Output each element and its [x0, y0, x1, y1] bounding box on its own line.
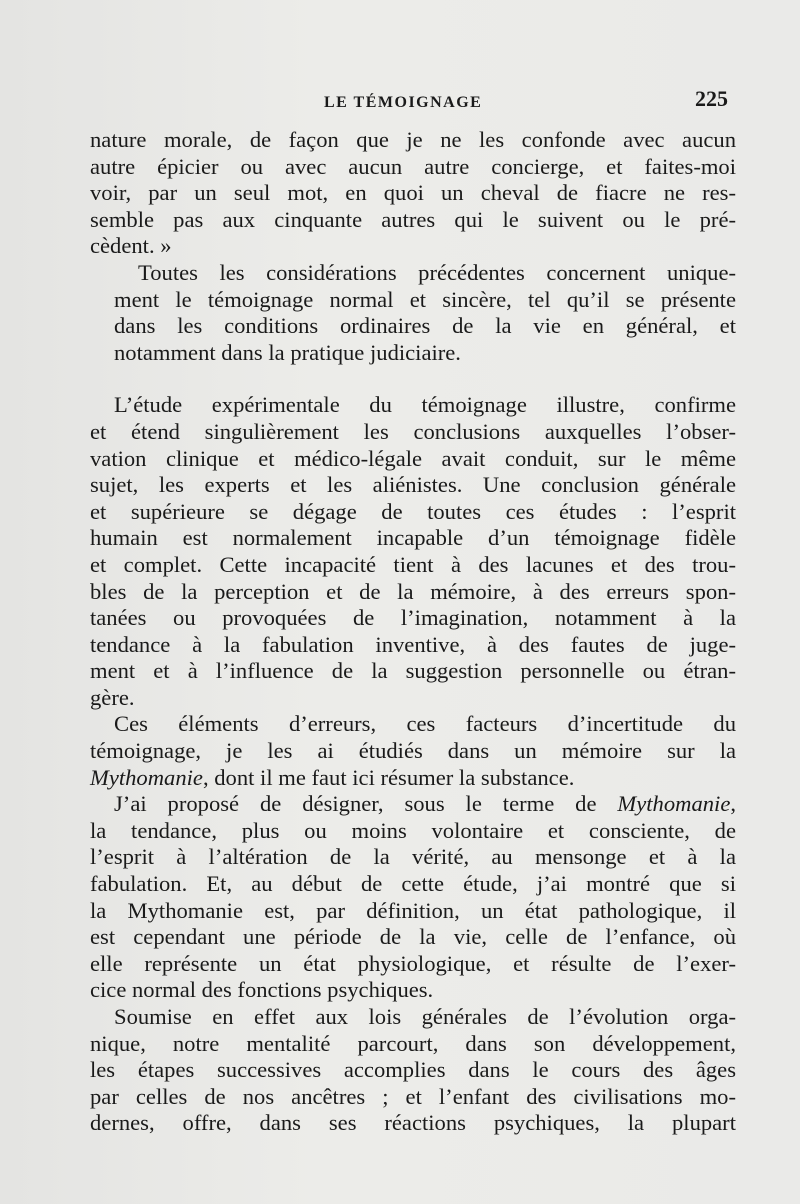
text-line: ment et à l’influence de la suggestion personnelle ou étran-: [90, 658, 736, 684]
paragraph-5: [90, 791, 736, 1004]
text-line: [90, 765, 736, 792]
text-line: tanées ou provoquées de l’imagination, notamment à la: [90, 605, 736, 631]
text-line: est cependant une période de la vie, celle de l’enfance, où: [90, 924, 736, 950]
italic-term: Mythomanie: [90, 764, 203, 790]
page-header: [88, 86, 738, 118]
text-line: L’étude expérimentale du témoignage illustre, confirme: [114, 392, 736, 418]
text-line: témoignage, je les ai étudiés dans un mémoire sur la: [90, 738, 736, 764]
text-line: et complet. Cette incapacité tient à des lacunes et des trou-: [90, 551, 736, 577]
text-line: dernes, offre, dans ses réactions psychiques, la plupart: [90, 1110, 736, 1136]
text-line: tendance à la fabulation inventive, à des fautes de juge-: [90, 631, 736, 657]
text-line: Toutes les considérations précédentes concernent unique-: [138, 259, 736, 285]
text-line: cèdent. »: [90, 233, 172, 259]
italic-term: Mythomanie: [617, 791, 731, 817]
text-line: voir, par un seul mot, en quoi un cheval de fiacre ne res-: [90, 180, 736, 206]
text-line: elle représente un état physiologique, et résulte de l’exer-: [90, 950, 736, 976]
text-line: dans les conditions ordinaires de la vie en général, et: [114, 313, 736, 339]
text-line: autre épicier ou avec aucun autre concierge, et faites-moi: [90, 153, 736, 179]
text-line: la tendance, plus ou moins volontaire et consciente, de: [90, 817, 736, 843]
text-line: les étapes successives accomplies dans le cours des âges: [90, 1057, 736, 1083]
text-line: vation clinique et médico-légale avait conduit, sur le même: [90, 445, 736, 471]
text-line: Ces éléments d’erreurs, ces facteurs d’incertitude du: [114, 711, 736, 737]
text-line: l’esprit à l’altération de la vérité, au mensonge et à la: [90, 844, 736, 870]
text-line: la Mythomanie est, par définition, un état pathologique, il: [90, 897, 736, 923]
text-line: ment le témoignage normal et sincère, tel qu’il se présente: [114, 286, 736, 312]
text-line: par celles de nos ancêtres ; et l’enfant des civilisations mo-: [90, 1083, 736, 1109]
text-line: notamment dans la pratique judiciaire.: [114, 339, 461, 365]
text-line: cice normal des fonctions psychiques.: [90, 977, 434, 1003]
text-line: sujet, les experts et les aliénistes. Une conclusion générale: [90, 472, 736, 498]
text-line: fabulation. Et, au début de cette étude, j’ai montré que si: [90, 871, 736, 897]
paragraph-4: [90, 711, 736, 791]
body-text: [90, 127, 736, 1137]
text-line: bles de la perception et de la mémoire, à des erreurs spon-: [90, 578, 736, 604]
text-line: nature morale, de façon que je ne les confonde avec aucun: [90, 127, 736, 152]
paragraph-1: [90, 127, 736, 260]
page-number: 225: [695, 86, 728, 111]
running-head: LE TÉMOIGNAGE: [324, 94, 483, 111]
text-line: et supérieure se dégage de toutes ces études : l’esprit: [90, 498, 736, 524]
text-line: nique, notre mentalité parcourt, dans son développement,: [90, 1030, 736, 1056]
text-line: semble pas aux cinquante autres qui le suivent ou le pré-: [90, 206, 736, 232]
paragraph-6: [90, 1004, 736, 1137]
text-fragment: , dont il me faut ici résumer la substance.: [202, 764, 575, 790]
text-line: gère.: [90, 684, 135, 710]
text-line: humain est normalement incapable d’un témoignage fidèle: [90, 525, 736, 551]
text-fragment: J’ai proposé de désigner, sous le terme de: [114, 791, 618, 817]
text-line: Soumise en effet aux lois générales de l’évolution orga-: [114, 1004, 736, 1029]
paragraph-3: [90, 392, 736, 711]
paragraph-2: [90, 260, 736, 366]
text-line: et étend singulièrement les conclusions auxquelles l’obser-: [90, 418, 736, 444]
text-fragment: ,: [730, 791, 736, 817]
text-line: [90, 791, 736, 818]
